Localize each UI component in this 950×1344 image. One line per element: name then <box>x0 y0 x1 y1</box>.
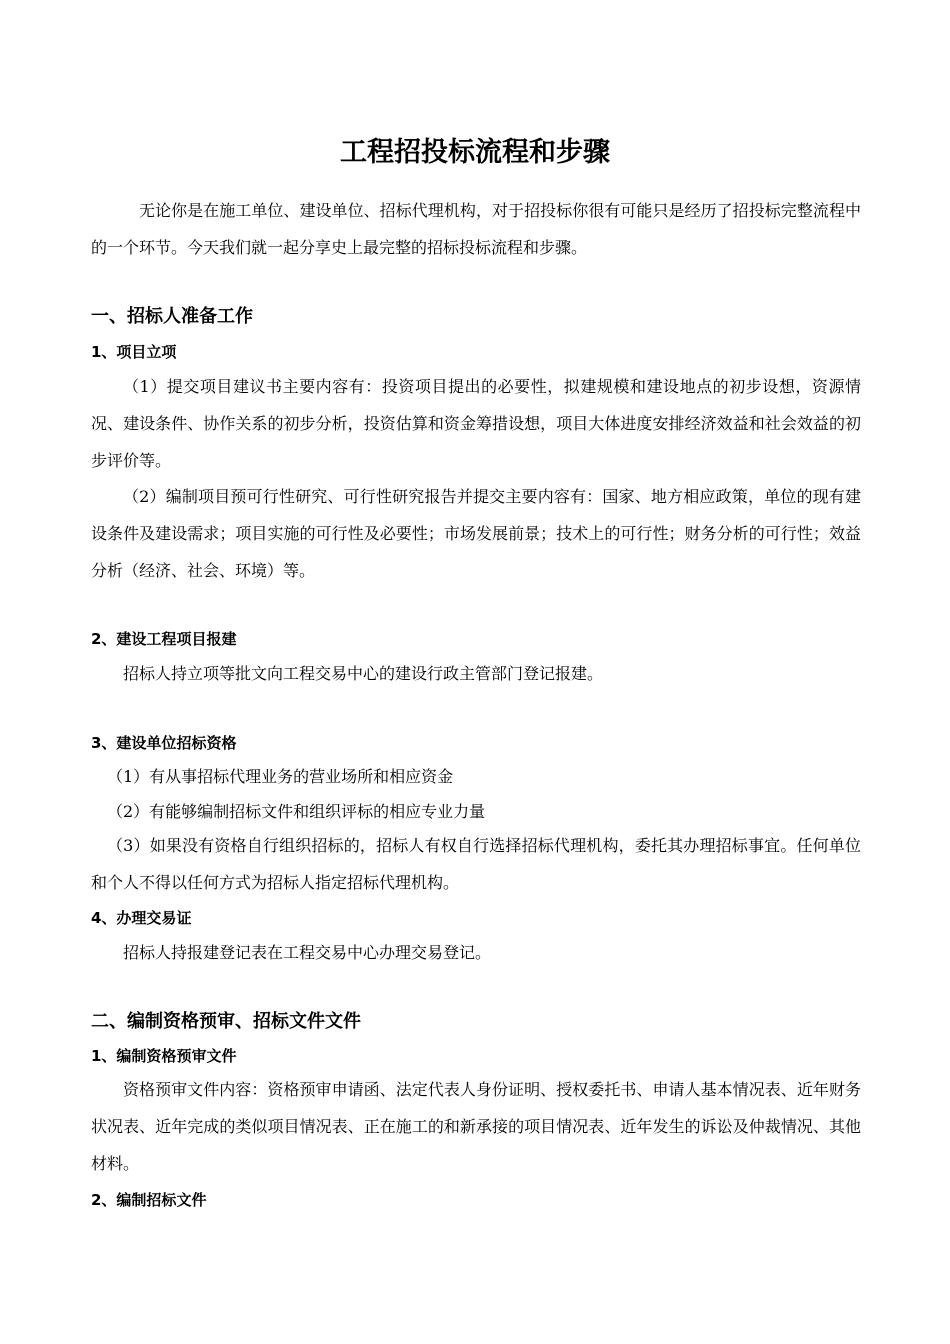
section-1-3-heading: 3、建设单位招标资格 <box>91 734 237 752</box>
section-2-2-heading: 2、编制招标文件 <box>91 1191 207 1209</box>
section-1-3-paragraph-2: （2）有能够编制招标文件和组织评标的相应专业力量 <box>107 802 486 821</box>
section-1-3-paragraph-3: （3）如果没有资格自行组织招标的，招标人有权自行选择招标代理机构，委托其办理招标事宜。任何单位和个人不得以任何方式为招标人指定招标代理机构。 <box>91 836 861 892</box>
section-1-3-paragraph-1: （1）有从事招标代理业务的营业场所和相应资金 <box>107 767 454 786</box>
section-1-1-paragraph-1: （1）提交项目建议书主要内容有：投资项目提出的必要性，拟建规模和建设地点的初步设想，资源情况、建设条件、协作关系的初步分析，投资估算和资金筹措设想，项目大体进度安排经济效益和社会效益的初步评价等。 <box>91 377 861 470</box>
document-title: 工程招投标流程和步骤 <box>340 137 610 168</box>
section-2-1-heading: 1、编制资格预审文件 <box>91 1047 237 1065</box>
section-2-1-paragraph-1: 资格预审文件内容：资格预审申请函、法定代表人身份证明、授权委托书、申请人基本情况表、近年财务状况表、近年完成的类似项目情况表、正在施工的和新承接的项目情况表、近年发生的诉讼及仲裁情况、其他材料。 <box>91 1080 861 1173</box>
intro-paragraph: 无论你是在施工单位、建设单位、招标代理机构，对于招投标你很有可能只是经历了招投标完整流程中的一个环节。今天我们就一起分享史上最完整的招标投标流程和步骤。 <box>91 201 861 257</box>
section-1-heading: 一、招标人准备工作 <box>91 306 253 327</box>
section-1-1-heading: 1、项目立项 <box>91 343 177 361</box>
section-1-4-paragraph-1: 招标人持报建登记表在工程交易中心办理交易登记。 <box>123 943 492 962</box>
section-2-heading: 二、编制资格预审、招标文件文件 <box>91 1011 361 1032</box>
section-1-1-paragraph-2: （2）编制项目预可行性研究、可行性研究报告并提交主要内容有：国家、地方相应政策，单位的现有建设条件及建设需求；项目实施的可行性及必要性；市场发展前景；技术上的可行性；财务分析的可行性；效益分析（经济、社会、环境）等。 <box>91 487 861 580</box>
section-1-2-heading: 2、建设工程项目报建 <box>91 630 237 648</box>
section-1-4-heading: 4、办理交易证 <box>91 909 192 927</box>
section-1-2-paragraph-1: 招标人持立项等批文向工程交易中心的建设行政主管部门登记报建。 <box>123 664 604 683</box>
